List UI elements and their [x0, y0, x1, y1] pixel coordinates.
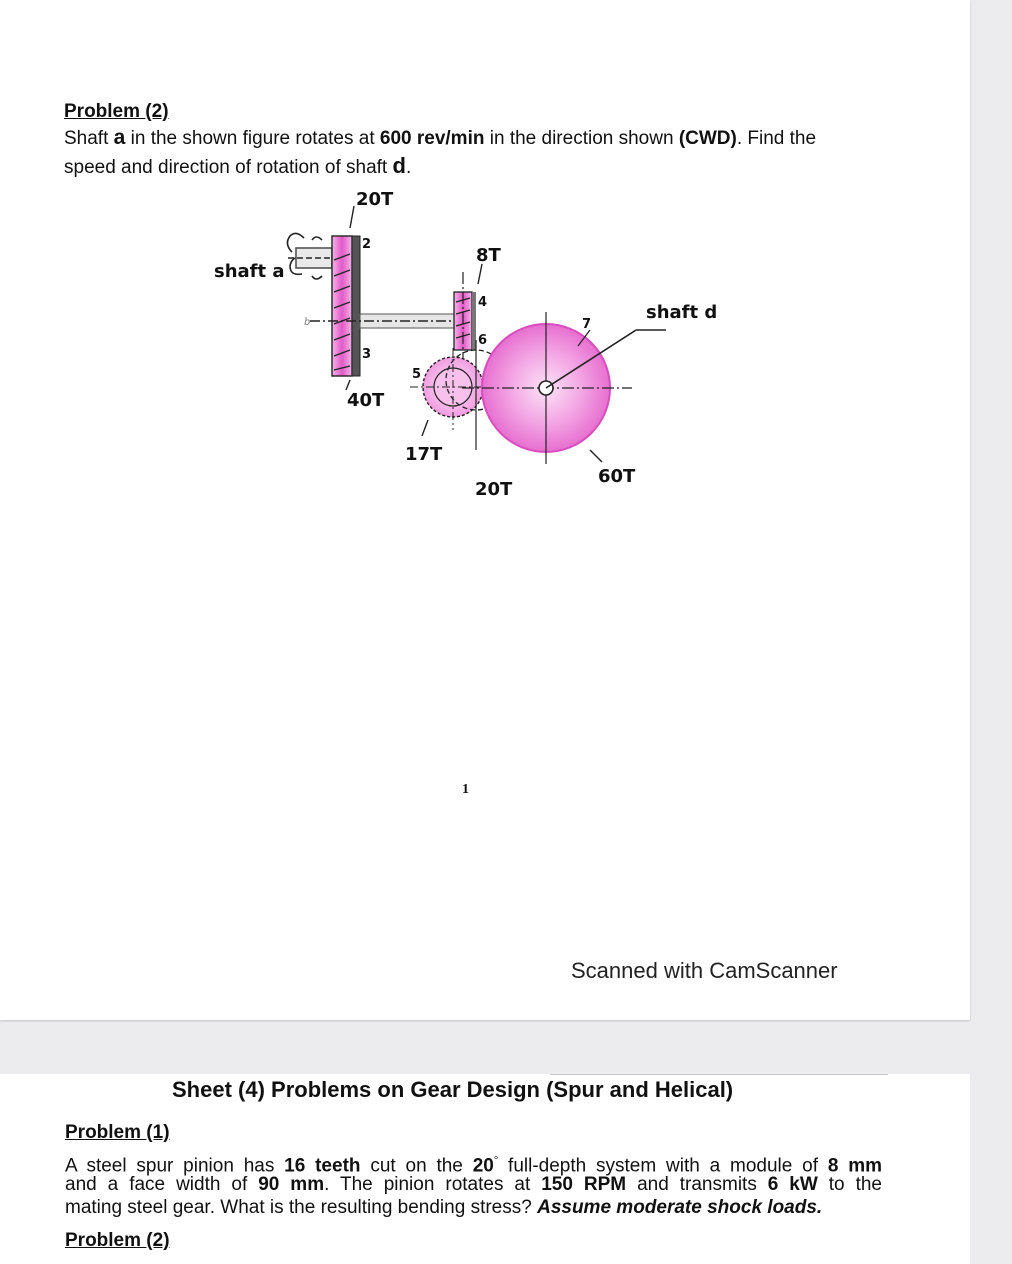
label-shaft-d: shaft d — [646, 302, 718, 323]
problem-1-line-1: A steel spur pinion has 16 teeth cut on the 20° full-depth system with a module of 8 mm — [65, 1155, 882, 1177]
label-shaft-a: shaft a — [214, 261, 285, 282]
bottom-page — [0, 1074, 970, 1264]
gear-7 — [462, 312, 666, 464]
label-20t-top: 20T — [356, 189, 394, 210]
gear-number-4: 4 — [478, 295, 488, 310]
problem-1-line-3: mating steel gear. What is the resulting bending stress? Assume moderate shock loads. — [65, 1197, 823, 1218]
gear-train-figure — [200, 180, 760, 520]
gear-number-2: 2 — [362, 237, 372, 252]
problem-1-line-2: and a face width of 90 mm. The pinion rotates at 150 RPM and transmits 6 kW to the — [65, 1174, 882, 1195]
gear-2-3-face — [332, 236, 360, 376]
problem-2-line-2: speed and direction of rotation of shaft d. — [64, 153, 412, 178]
problem-2-line-1: Shaft a in the shown figure rotates at 600 rev/min in the direction shown (CWD). Find the — [64, 126, 817, 149]
label-17t: 17T — [405, 444, 443, 465]
label-8t: 8T — [476, 245, 501, 266]
page-number: 1 — [462, 782, 469, 797]
gear-number-3: 3 — [362, 347, 372, 362]
header-rule — [550, 1074, 888, 1075]
gear-number-6: 6 — [478, 333, 488, 348]
sheet-title: Sheet (4) Problems on Gear Design (Spur and Helical) — [172, 1077, 734, 1102]
problem-2b-title: Problem (2) — [65, 1230, 170, 1251]
label-20t-bottom: 20T — [475, 479, 513, 500]
scanner-watermark: Scanned with CamScanner — [571, 958, 838, 983]
problem-1-title: Problem (1) — [65, 1122, 170, 1143]
gear-number-5: 5 — [412, 367, 422, 382]
gear-number-7: 7 — [582, 317, 592, 332]
label-b: b — [304, 317, 311, 328]
label-40t: 40T — [347, 390, 385, 411]
problem-2-title: Problem (2) — [64, 101, 169, 122]
label-60t: 60T — [598, 466, 636, 487]
